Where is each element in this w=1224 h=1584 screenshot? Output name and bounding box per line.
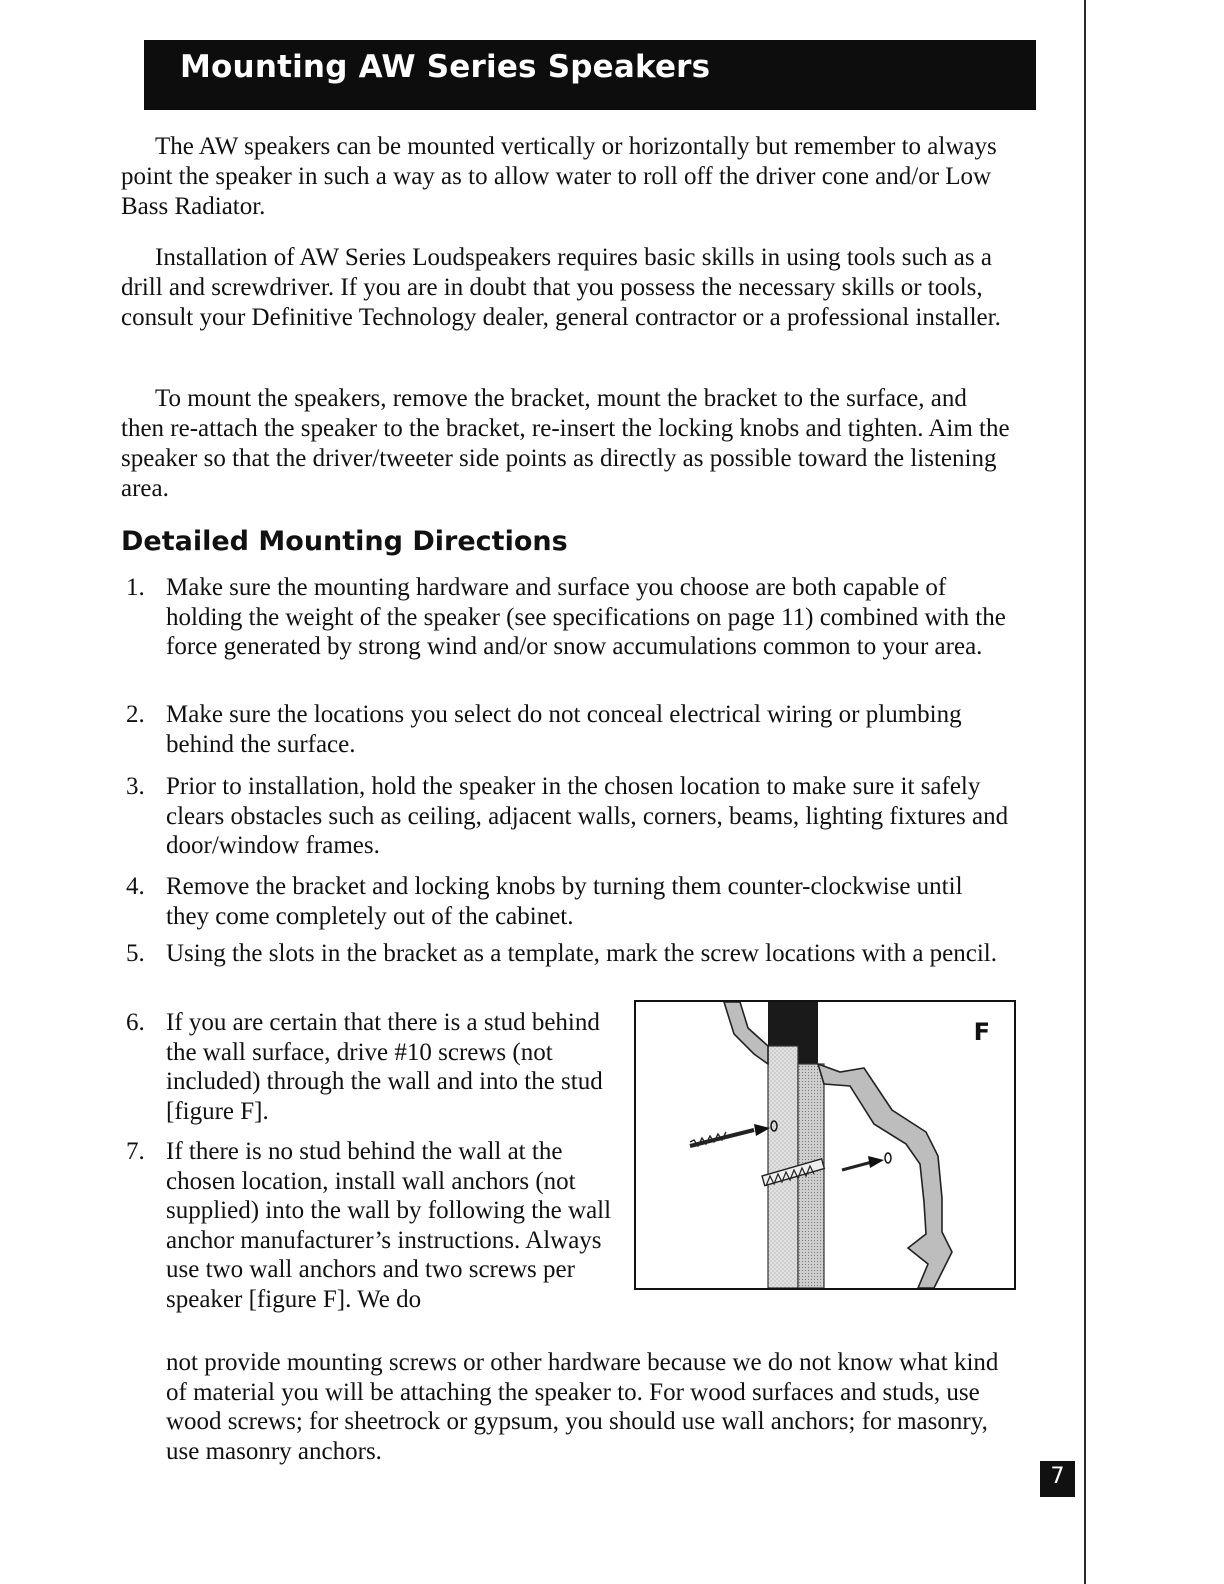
step-text: Using the slots in the bracket as a template, mark the screw locations with a pencil. [166, 940, 998, 967]
direction-step [126, 573, 1011, 662]
direction-step [126, 872, 1011, 931]
wall-stud-illustration [636, 1002, 1014, 1288]
figure-label: F [973, 1018, 990, 1046]
step-number: 2. [126, 701, 145, 728]
step-number: 4. [126, 873, 145, 900]
step-text: Make sure the mounting hardware and surface you choose are both capable of holding the weight of the speaker (see specifications on page 11) combined with the force generated by strong wind and/or snow accumulations common to your area. [166, 574, 1006, 660]
direction-step [126, 939, 1011, 969]
direction-step [126, 1137, 626, 1314]
page-number-badge [1040, 1461, 1075, 1497]
step-text: Remove the bracket and locking knobs by turning them counter-clockwise until they come completely out of the cabinet. [166, 873, 963, 930]
upper-screw-icon [690, 1121, 777, 1146]
section-header [144, 40, 1036, 110]
page-title: Mounting AW Series Speakers [180, 49, 711, 85]
step-text: Prior to installation, hold the speaker in the chosen location to make sure it safely clears obstacles such as ceiling, adjacent walls, corners, beams, lighting fixtures and door/window frames. [166, 773, 1009, 859]
step-number: 3. [126, 773, 145, 800]
wall-outline-right-shape [818, 1064, 952, 1288]
step-number: 6. [126, 1009, 145, 1036]
direction-step [126, 700, 1011, 759]
wall-outline-left-shape [724, 1002, 768, 1064]
page-edge-rule [1084, 0, 1086, 1584]
intro-paragraph: To mount the speakers, remove the bracket, mount the bracket to the surface, and then re-attach the speaker to the bracket, re-insert the locking knobs and tighten. Aim the speaker so that the driver/tweeter side points as directly as possible toward the listening area. [121, 385, 1010, 502]
direction-step [126, 1008, 626, 1126]
direction-step [126, 772, 1011, 861]
intro-paragraph: Installation of AW Series Loudspeakers requires basic skills in using tools such as a drill and screwdriver. If you are in doubt that you possess the necessary skills or tools, consult your Definitive Technology dealer, general contractor or a professional installer. [121, 244, 1001, 331]
step-number: 7. [126, 1138, 145, 1165]
step-number: 5. [126, 940, 145, 967]
step-text: If there is no stud behind the wall at the chosen location, install wall anchors (not supplied) into the wall by following the wall anchor manufacturer’s instructions. Always use two wall anchors and two screws per speaker [figure F]. We do [166, 1138, 612, 1313]
directions-heading: Detailed Mounting Directions [121, 526, 568, 557]
step-number: 1. [126, 574, 145, 601]
step-text: If you are certain that there is a stud behind the wall surface, drive #10 screws (not included) through the wall and into the stud [figure F]. [166, 1009, 603, 1125]
step-text-continuation: not provide mounting screws or other hardware because we do not know what kind of material you will be attaching the speaker to. For wood surfaces and studs, use wood screws; for sheetrock or gypsum, you should use wall anchors; for masonry, use masonry anchors. [166, 1349, 999, 1465]
page-number: 7 [1050, 1464, 1065, 1489]
intro-paragraph: The AW speakers can be mounted vertically or horizontally but remember to always point the speaker in such a way as to allow water to roll off the driver cone and/or Low Bass Radiator. [121, 133, 997, 220]
figure-f-wall-mount [634, 1000, 1016, 1290]
wall-layer-shape [798, 1064, 824, 1288]
step-text: Make sure the locations you select do not conceal electrical wiring or plumbing behind the surface. [166, 701, 962, 758]
